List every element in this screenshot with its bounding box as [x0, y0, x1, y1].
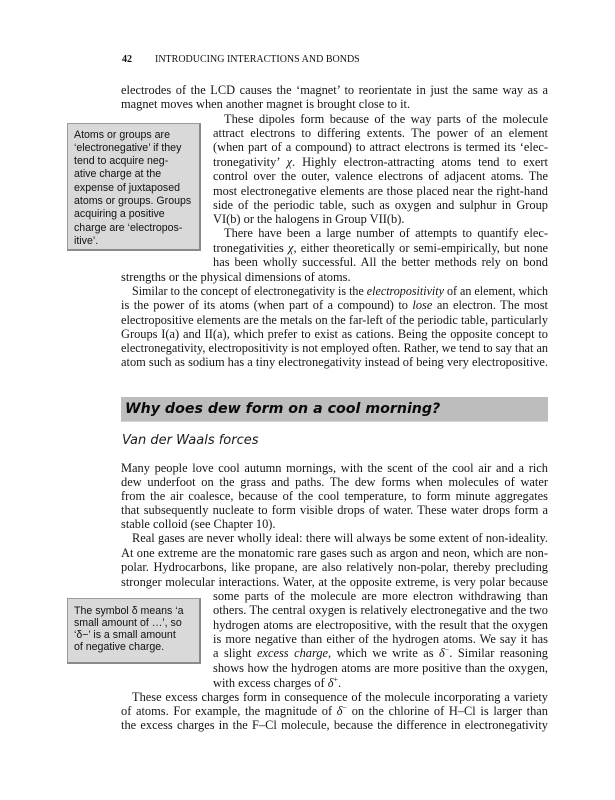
text-run: some parts of the molecule are more electron withdrawing than [213, 589, 548, 603]
text-run: of atoms. For example, the magnitude of [121, 704, 337, 718]
text-run: from the air coalesce, because of the cool temperature, to form minute aggregates [121, 489, 548, 503]
text-line [121, 559, 548, 575]
margin-note-electronegative [67, 123, 201, 251]
text-run: on the chlorine of H–Cl is larger than [347, 704, 549, 718]
margin-note-line: ‘δ−’ is a small amount [74, 629, 176, 642]
text-run: magnet moves when another magnet is brought close to it. [121, 97, 411, 111]
text-run: attract electrons to differing extents. The power of an element [213, 126, 548, 140]
italic-text: excess charge [256, 646, 329, 660]
text-run: control over the outer, valence electrons of adjacent atoms. The [213, 169, 548, 183]
text-run: Real gases are never wholly ideal: there will always be some extent of non-ideality. [132, 531, 548, 545]
text-run: Many people love cool autumn mornings, with the scent of the cool air and a rich [121, 461, 548, 475]
margin-note-line: small amount of …’, so [74, 616, 182, 629]
text-run: , either theoretically or semi-empirically, but none [293, 241, 549, 255]
text-line [121, 354, 548, 370]
italic-text: δ [336, 704, 343, 718]
text-run: most electronegative elements are those placed near the right-hand [213, 184, 548, 198]
text-run: Similar to the concept of electronegativity is the [132, 284, 367, 298]
text-run: side of the periodic table, such as oxygen and sulphur in Group [213, 198, 548, 212]
text-run: tronegativity’ [213, 155, 287, 169]
text-line [213, 168, 548, 184]
text-run: a slight [213, 646, 257, 660]
text-run: hydrogen atoms are electropositive, with the result that the oxygen [213, 618, 548, 632]
italic-text: electropositivity [366, 284, 444, 298]
text-line [213, 139, 548, 155]
italic-text: χ [288, 241, 294, 255]
text-run: the excess charges in the F–Cl molecule, because the difference in electronegativity [121, 718, 548, 732]
margin-note-line: itive’. [74, 234, 99, 247]
margin-note-line: tend to acquire neg- [74, 155, 169, 168]
text-run: is the power of its atoms (when part of a compound) to [121, 298, 413, 312]
text-run: These dipoles form because of the way parts of the molecule [224, 112, 548, 126]
text-run: is more negative than either of the hydrogen atoms. We say it has [213, 632, 548, 646]
text-run: of an element, which [443, 284, 548, 298]
section-heading: Why does dew form on a cool morning? [121, 397, 548, 422]
text-run: an electron. The most [432, 298, 548, 312]
text-run: tronegativities [213, 241, 289, 255]
text-line [121, 96, 548, 112]
margin-note-line: expense of juxtaposed [74, 181, 181, 194]
italic-text: lose [412, 298, 433, 312]
text-run: . Highly electron-attracting atoms tend to exert [292, 155, 548, 169]
text-line [213, 254, 548, 270]
italic-text: χ [286, 155, 293, 169]
text-run: electrodes of the LCD causes the ‘magnet’ to reorientate in just the same way as a [121, 83, 548, 97]
subsection-heading: Van der Waals forces [122, 433, 259, 448]
text-run: electronegativity, electropositivity is not employed often. Rather, we tend to say that an [121, 341, 548, 355]
text-run: . Similar reasoning [449, 646, 548, 660]
text-run: that subsequently nucleate to form visible drops of water. These water drops form a [121, 503, 548, 517]
text-run: electropositive elements are the metals on the far-left of the periodic table, particularly [121, 313, 548, 327]
margin-note-line: Atoms or groups are [74, 128, 170, 141]
margin-note-line: of negative charge. [74, 641, 165, 654]
text-run: , which we write as [328, 646, 440, 660]
text-run: with excess charges of [213, 676, 328, 690]
margin-note-delta-symbol [67, 598, 201, 664]
text-line [121, 717, 548, 733]
text-run: . [337, 676, 342, 690]
running-head [122, 53, 360, 67]
margin-note-line: ative charge at the [74, 168, 162, 181]
text-line [213, 602, 548, 618]
text-run: stable colloid (see Chapter 10). [121, 517, 276, 531]
page-number: 42 [122, 54, 132, 65]
margin-note-line: charge are ‘electropos- [74, 221, 183, 234]
text-run: At one extreme are the monatomic rare gases such as argon and neon, which are non- [121, 546, 548, 560]
text-line [213, 645, 548, 661]
margin-note-line: ‘electronegative’ if they [74, 141, 182, 154]
text-run: (when part of a compound) to attract electrons is termed its ‘elec- [213, 140, 548, 154]
text-run: has been wholly successful. All the better methods rely on bond [213, 255, 548, 269]
text-run: shows how the hydrogen atoms are more positive than the oxygen, [213, 661, 548, 675]
superscript-text: − [444, 645, 450, 654]
superscript-text: − [342, 703, 348, 712]
italic-text: δ [439, 646, 445, 660]
text-run: These excess charges form in consequence of the molecule incorporating a variety [132, 690, 548, 704]
text-line [132, 530, 548, 546]
text-run: stronger molecular interactions. Water, at the opposite extreme, is very polar because [121, 575, 548, 589]
text-line [213, 660, 548, 676]
text-run: VI(b) or the halogens in Group VII(b). [213, 212, 405, 226]
text-run: atom such as sodium has a tiny electronegativity instead of being very electropositive. [121, 355, 548, 369]
text-line [121, 297, 548, 313]
text-run: strengths or the physical dimensions of atoms. [121, 270, 351, 284]
text-run: others. The central oxygen is relatively electronegative and the two [213, 603, 548, 617]
running-title: INTRODUCING INTERACTIONS AND BONDS [155, 54, 360, 65]
text-run: Groups I(a) and II(a), which prefer to exist as cations. Being the opposite concept to [121, 327, 548, 341]
superscript-text: + [333, 675, 338, 684]
margin-note-line: atoms or groups. Groups [74, 195, 192, 207]
italic-text: δ [327, 676, 334, 690]
text-run: There have been a large number of attempts to quantify elec- [224, 226, 548, 240]
text-run: dew underfoot on the grass and paths. The dew forms when molecules of water [121, 475, 548, 489]
text-line [224, 225, 548, 241]
margin-note-line: The symbol δ means ‘a [74, 604, 184, 617]
margin-note-line: acquiring a positive [74, 208, 165, 221]
text-run: polar. Hydrocarbons, like propane, are also relatively non-polar, thereby precluding [121, 560, 548, 574]
